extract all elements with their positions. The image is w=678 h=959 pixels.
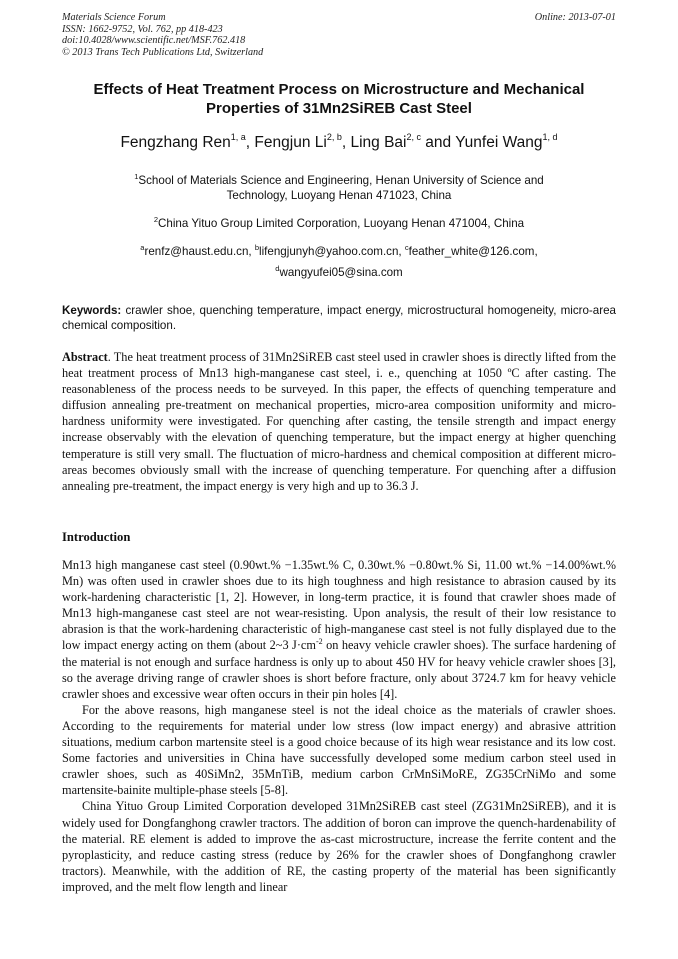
author-affiliation-mark: 1, d [542,132,558,142]
email-mark: b [254,243,260,252]
author-name: Ling Bai [350,134,407,151]
title-line-1: Effects of Heat Treatment Process on Microstructure and Mechanical [93,81,585,98]
author-name: Yunfei Wang [455,134,543,151]
paragraph: China Yituo Group Limited Corporation developed 31Mn2SiREB cast steel (ZG31Mn2SiREB), and it is widely used for Dongfanghong crawler tractors. The addition of boron can improve the quench-hardenability of the material. RE element is added to improve the as-cast microstructure, increase the ferrite content and the pyroplasticity, and reduce casting stress (reduce by 26% for the crawler shoes of Dongfanghong crawler tractors). Meanwhile, with the addition of RE, the casting property of the material has been significantly improved, and the melt flow length and linear [62,799,616,894]
title-line-2: Properties of 31Mn2SiREB Cast Steel [206,100,472,117]
email-line-1 [62,244,616,259]
section-heading: Introduction [62,530,131,544]
abstract-text: . The heat treatment process of 31Mn2SiREB cast steel used in crawler shoes is directly lifted from the heat treatment process of Mn13 high-manganese cast steel, i. e., quenching at 1050 ºC after casting. The reasonableness of the process needs to be surveyed. In this paper, the effects of quenching temperature and diffusion annealing pre-treatment on mechanical properties, micro-area composition uniformity and micro-hardness uniformity were investigated. For quenching after casting, the tensile strength and impact energy increase observably with the elevation of quenching temperature, but the impact energy at higher quenching temperature is still very small. The fluctuation of micro-hardness and chemical composition at different micro-areas becomes obviously small with the increase of quenching temperature. For quenching after a diffusion annealing pre-treatment, the impact energy is very high and up to 36.3 J. [62,350,616,493]
journal-issn: ISSN: 1662-9752, Vol. 762, pp 418-423 [62,23,223,35]
email-line-2 [62,265,616,280]
affiliation-1-line-1 [62,173,616,188]
paragraph: For the above reasons, high manganese steel is not the ideal choice as the materials of crawler shoes. According to the requirements for material under low stress (low impact energy) and abrasive attrition situations, medium carbon martensite steel is a good choice because of its high wear resistance and its low cost. Some factories and universities in China have successfully developed some medium carbon steel used in crawler shoes, such as 40SiMn2, 35MnTiB, medium carbon CrMnSiMoRE, ZG35CrNiMo and some martensite-bainite multiple-phase steels [5-8]. [62,702,616,798]
author-affiliation-mark: 2, b [326,132,342,142]
author-name: Fengjun Li [254,134,327,151]
author-separator: , [341,134,351,151]
paragraph [62,557,616,702]
journal-doi: doi:10.4028/www.scientific.net/MSF.762.418 [62,35,246,47]
author-list [62,133,616,153]
email-mark: c [404,243,409,252]
email-a[interactable]: renfz@haust.edu.cn, [144,245,255,258]
keywords-text: crawler shoe, quenching temperature, impact energy, microstructural homogeneity, micro-area chemical composition. [62,304,616,332]
abstract-block [62,349,616,494]
journal-copyright: © 2013 Trans Tech Publications Ltd, Switzerland [62,46,264,58]
journal-name: Materials Science Forum [62,12,166,23]
affiliation-text: School of Materials Science and Engineering, Henan University of Science and [138,174,544,187]
email-d[interactable]: wangyufei05@sina.com [279,266,403,279]
affiliation-mark: 2 [153,215,159,224]
paragraph-text: Mn13 high manganese cast steel (0.90wt.% −1.35wt.% C, 0.30wt.% −0.80wt.% Si, 11.00 wt.% −14.00%wt.% Mn) was often used in crawler shoes due to its high toughness and high resistance to abrasion caused by its work-hardening characteristic [1, 2]. However, in long-term practice, it is found that crawler shoes made of Mn13 high-manganese cast steel are not wear-resisting. Upon analysis, the result of their low resistance to abrasion is that the work-hardening characteristic of high-manganese cast steel is not fully displayed due to the low impact energy acting on them (about 2~3 J·cm [62,558,616,653]
affiliation-1 [62,173,616,203]
affiliation-1-line-2: Technology, Luoyang Henan 471023, China [226,189,452,202]
affiliation-mark: 1 [134,172,139,181]
email-mark: d [275,264,280,273]
author-affiliation-mark: 2, c [406,132,421,142]
unit-exponent: -2 [315,637,323,647]
email-c[interactable]: feather_white@126.com, [408,245,538,258]
affiliation-2 [62,216,616,231]
author-separator: and [420,134,456,151]
author-name: Fengzhang Ren [120,134,231,151]
journal-header [62,12,616,58]
author-affiliation-mark: 1, a [230,132,246,142]
abstract-label: Abstract [62,350,108,364]
author-emails [62,244,616,280]
author-separator: , [245,134,255,151]
keywords-block [62,303,616,333]
online-date: Online: 2013-07-01 [534,12,616,23]
email-b[interactable]: lifengjunyh@yahoo.com.cn, [259,245,405,258]
paper-title [62,80,616,118]
affiliation-text: China Yituo Group Limited Corporation, Luoyang Henan 471004, China [158,217,525,230]
email-mark: a [140,243,145,252]
keywords-label: Keywords: [62,304,122,317]
introduction-body [62,557,616,895]
paragraph-text: on heavy vehicle crawler shoes). The surface hardening of the material is not enough and surface hardness is only up to about 450 HV for heavy vehicle crawler shoes [3], so the average driving range of crawler shoes is short before fracture, only about 3724.7 km for heavy vehicle crawler shoes and excessive wear often occurs in their pin holes [4]. [62,638,616,701]
